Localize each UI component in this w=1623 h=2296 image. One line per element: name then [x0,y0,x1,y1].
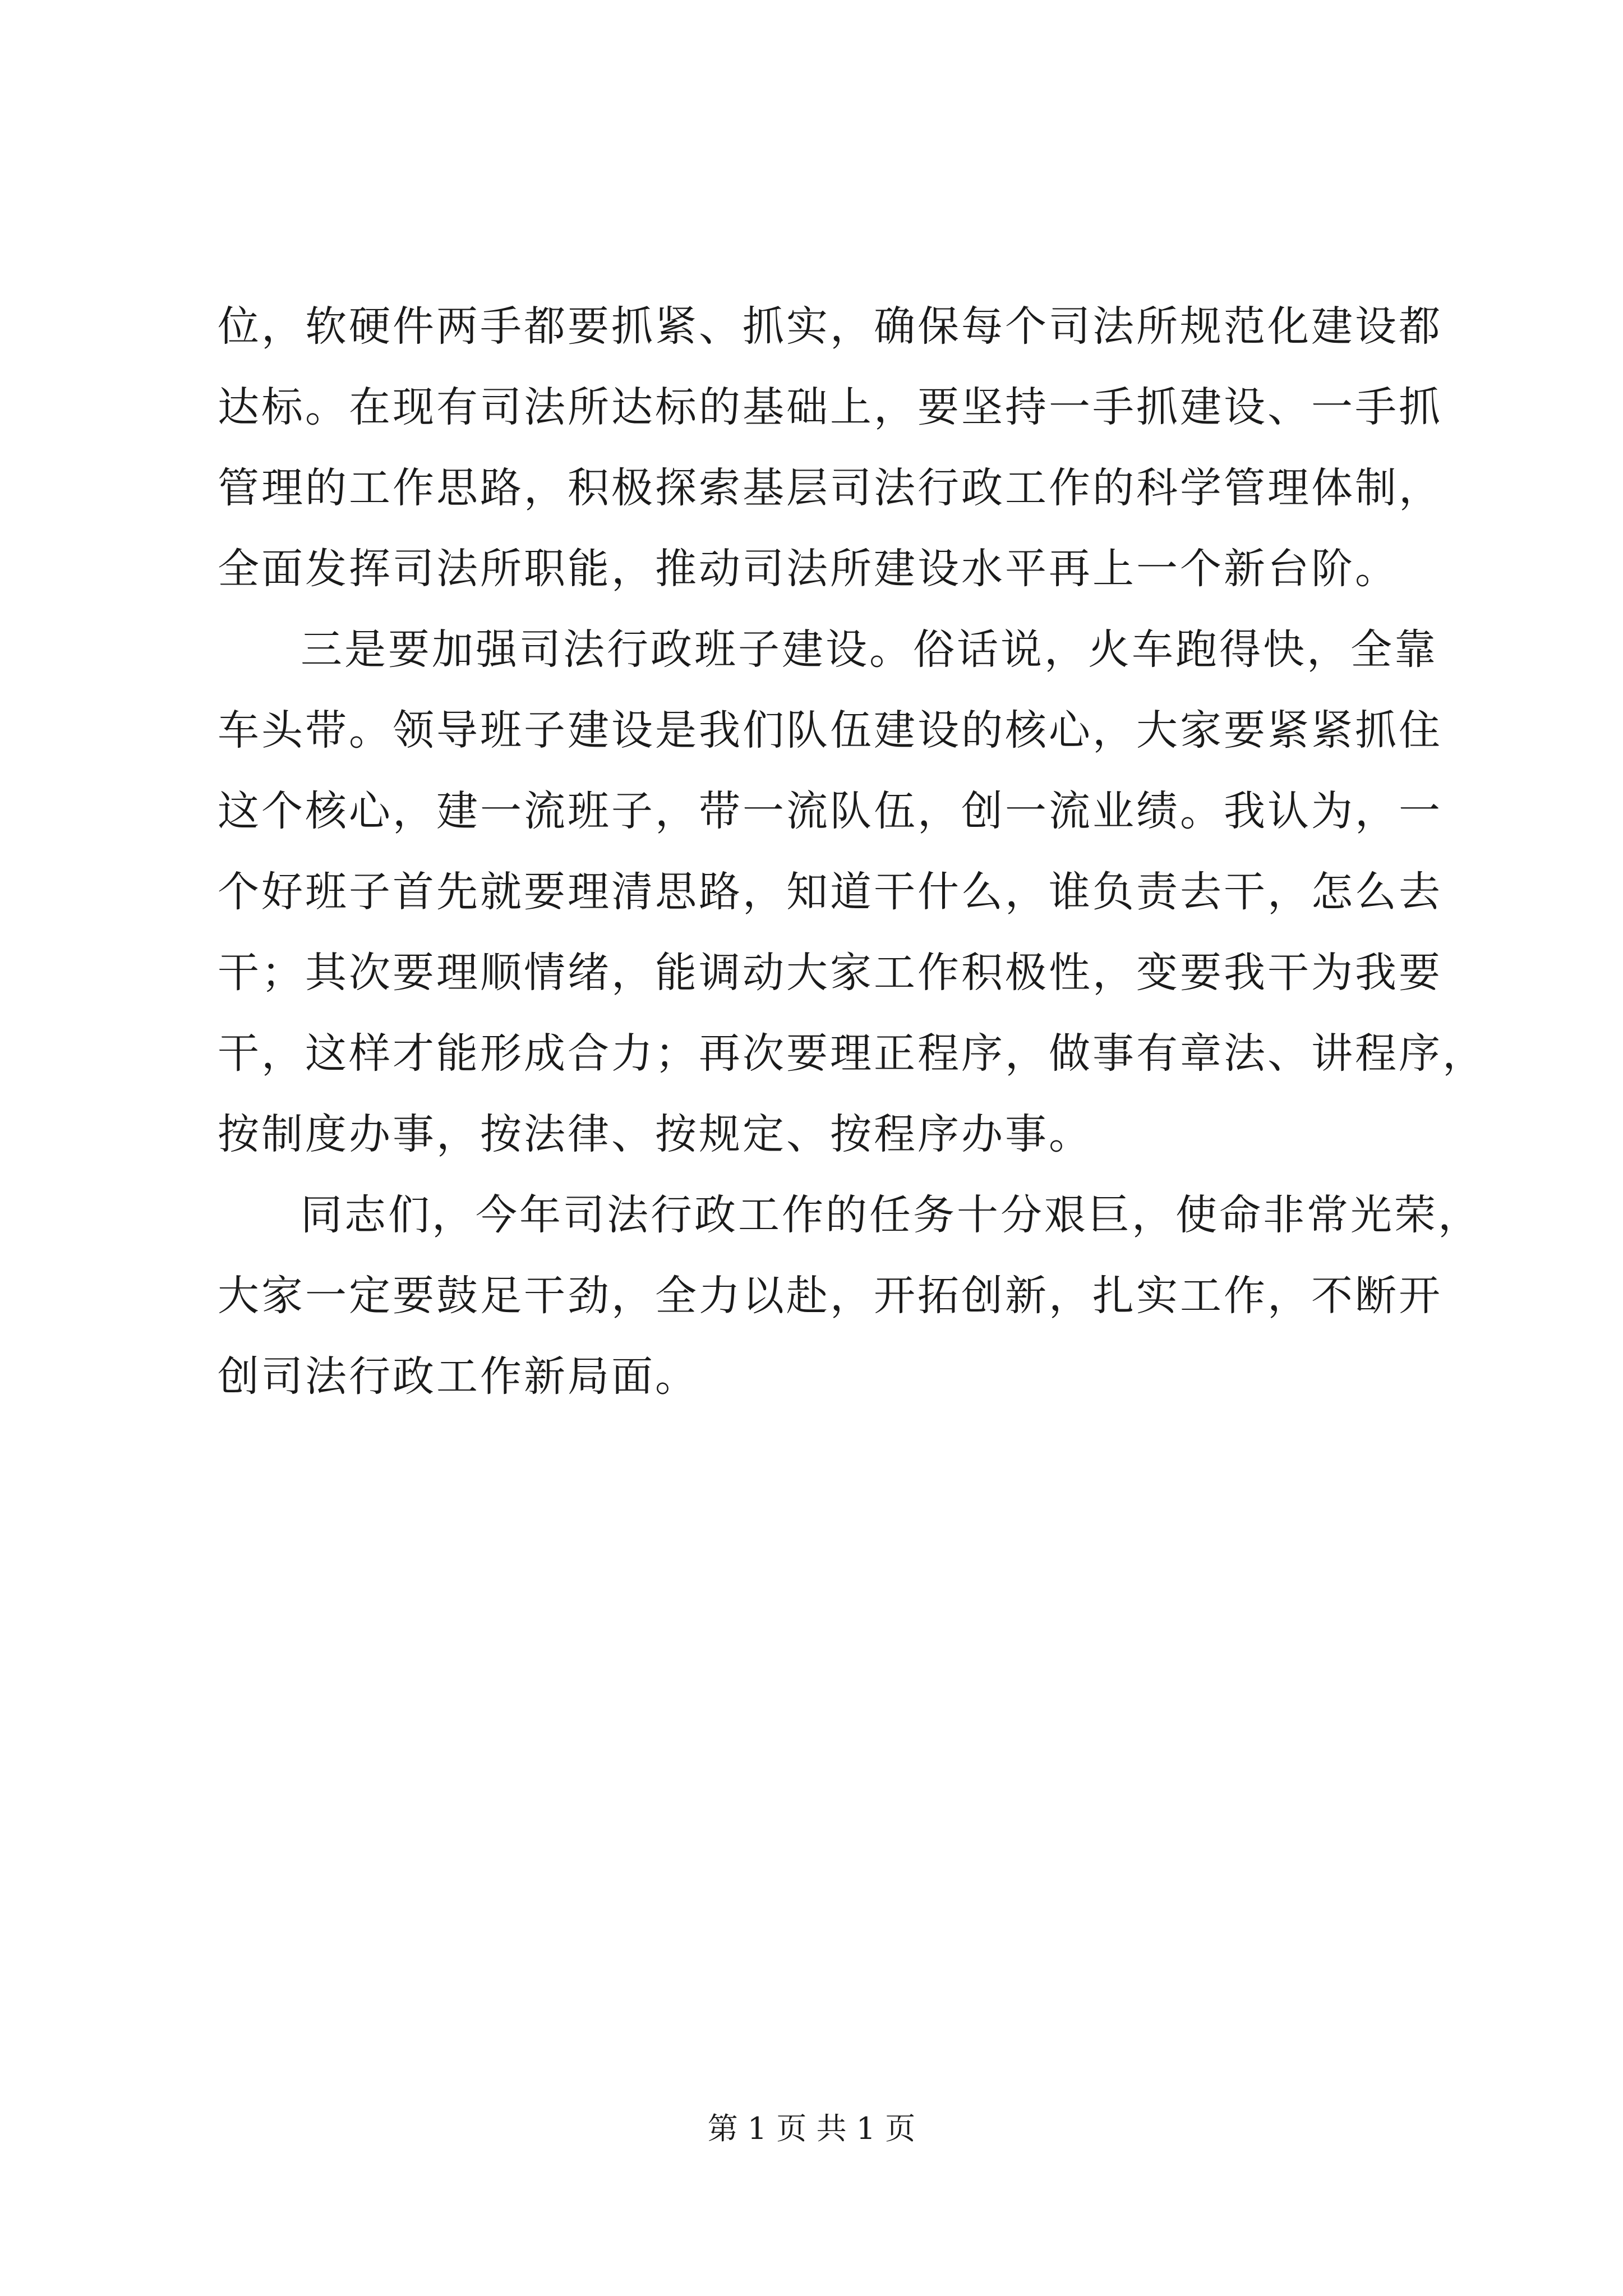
paragraph-2-line-3: 这个核心，建一流班子，带一流队伍，创一流业绩。我认为，一 [218,787,1442,835]
paragraph-3-line-2: 大家一定要鼓足干劲，全力以赴，开拓创新，扎实工作，不断开 [218,1272,1442,1320]
paragraph-3-line-1: 同志们，今年司法行政工作的任务十分艰巨，使命非常光荣， [301,1191,1482,1239]
paragraph-3-line-3: 创司法行政工作新局面。 [218,1352,699,1401]
paragraph-1-line-2: 达标。在现有司法所达标的基础上，要坚持一手抓建设、一手抓 [218,383,1442,431]
page-footer: 第 1 页 共 1 页 [707,2111,916,2146]
paragraph-2-line-1: 三是要加强司法行政班子建设。俗话说，火车跑得快，全靠 [301,625,1438,674]
paragraph-2-line-7: 按制度办事，按法律、按规定、按程序办事。 [218,1110,1092,1158]
paragraph-1-line-4: 全面发挥司法所职能，推动司法所建设水平再上一个新台阶。 [218,545,1399,593]
paragraph-2-line-2: 车头带。领导班子建设是我们队伍建设的核心，大家要紧紧抓住 [218,706,1442,754]
paragraph-1-line-3: 管理的工作思路，积极探索基层司法行政工作的科学管理体制， [218,464,1442,512]
paragraph-2-line-4: 个好班子首先就要理清思路，知道干什么，谁负责去干，怎么去 [218,868,1442,916]
paragraph-2-line-5: 干；其次要理顺情绪，能调动大家工作积极性，变要我干为我要 [218,949,1442,997]
paragraph-2-line-6: 干，这样才能形成合力；再次要理正程序，做事有章法、讲程序， [218,1029,1486,1078]
paragraph-1-line-1: 位，软硬件两手都要抓紧、抓实，确保每个司法所规范化建设都 [218,302,1442,351]
